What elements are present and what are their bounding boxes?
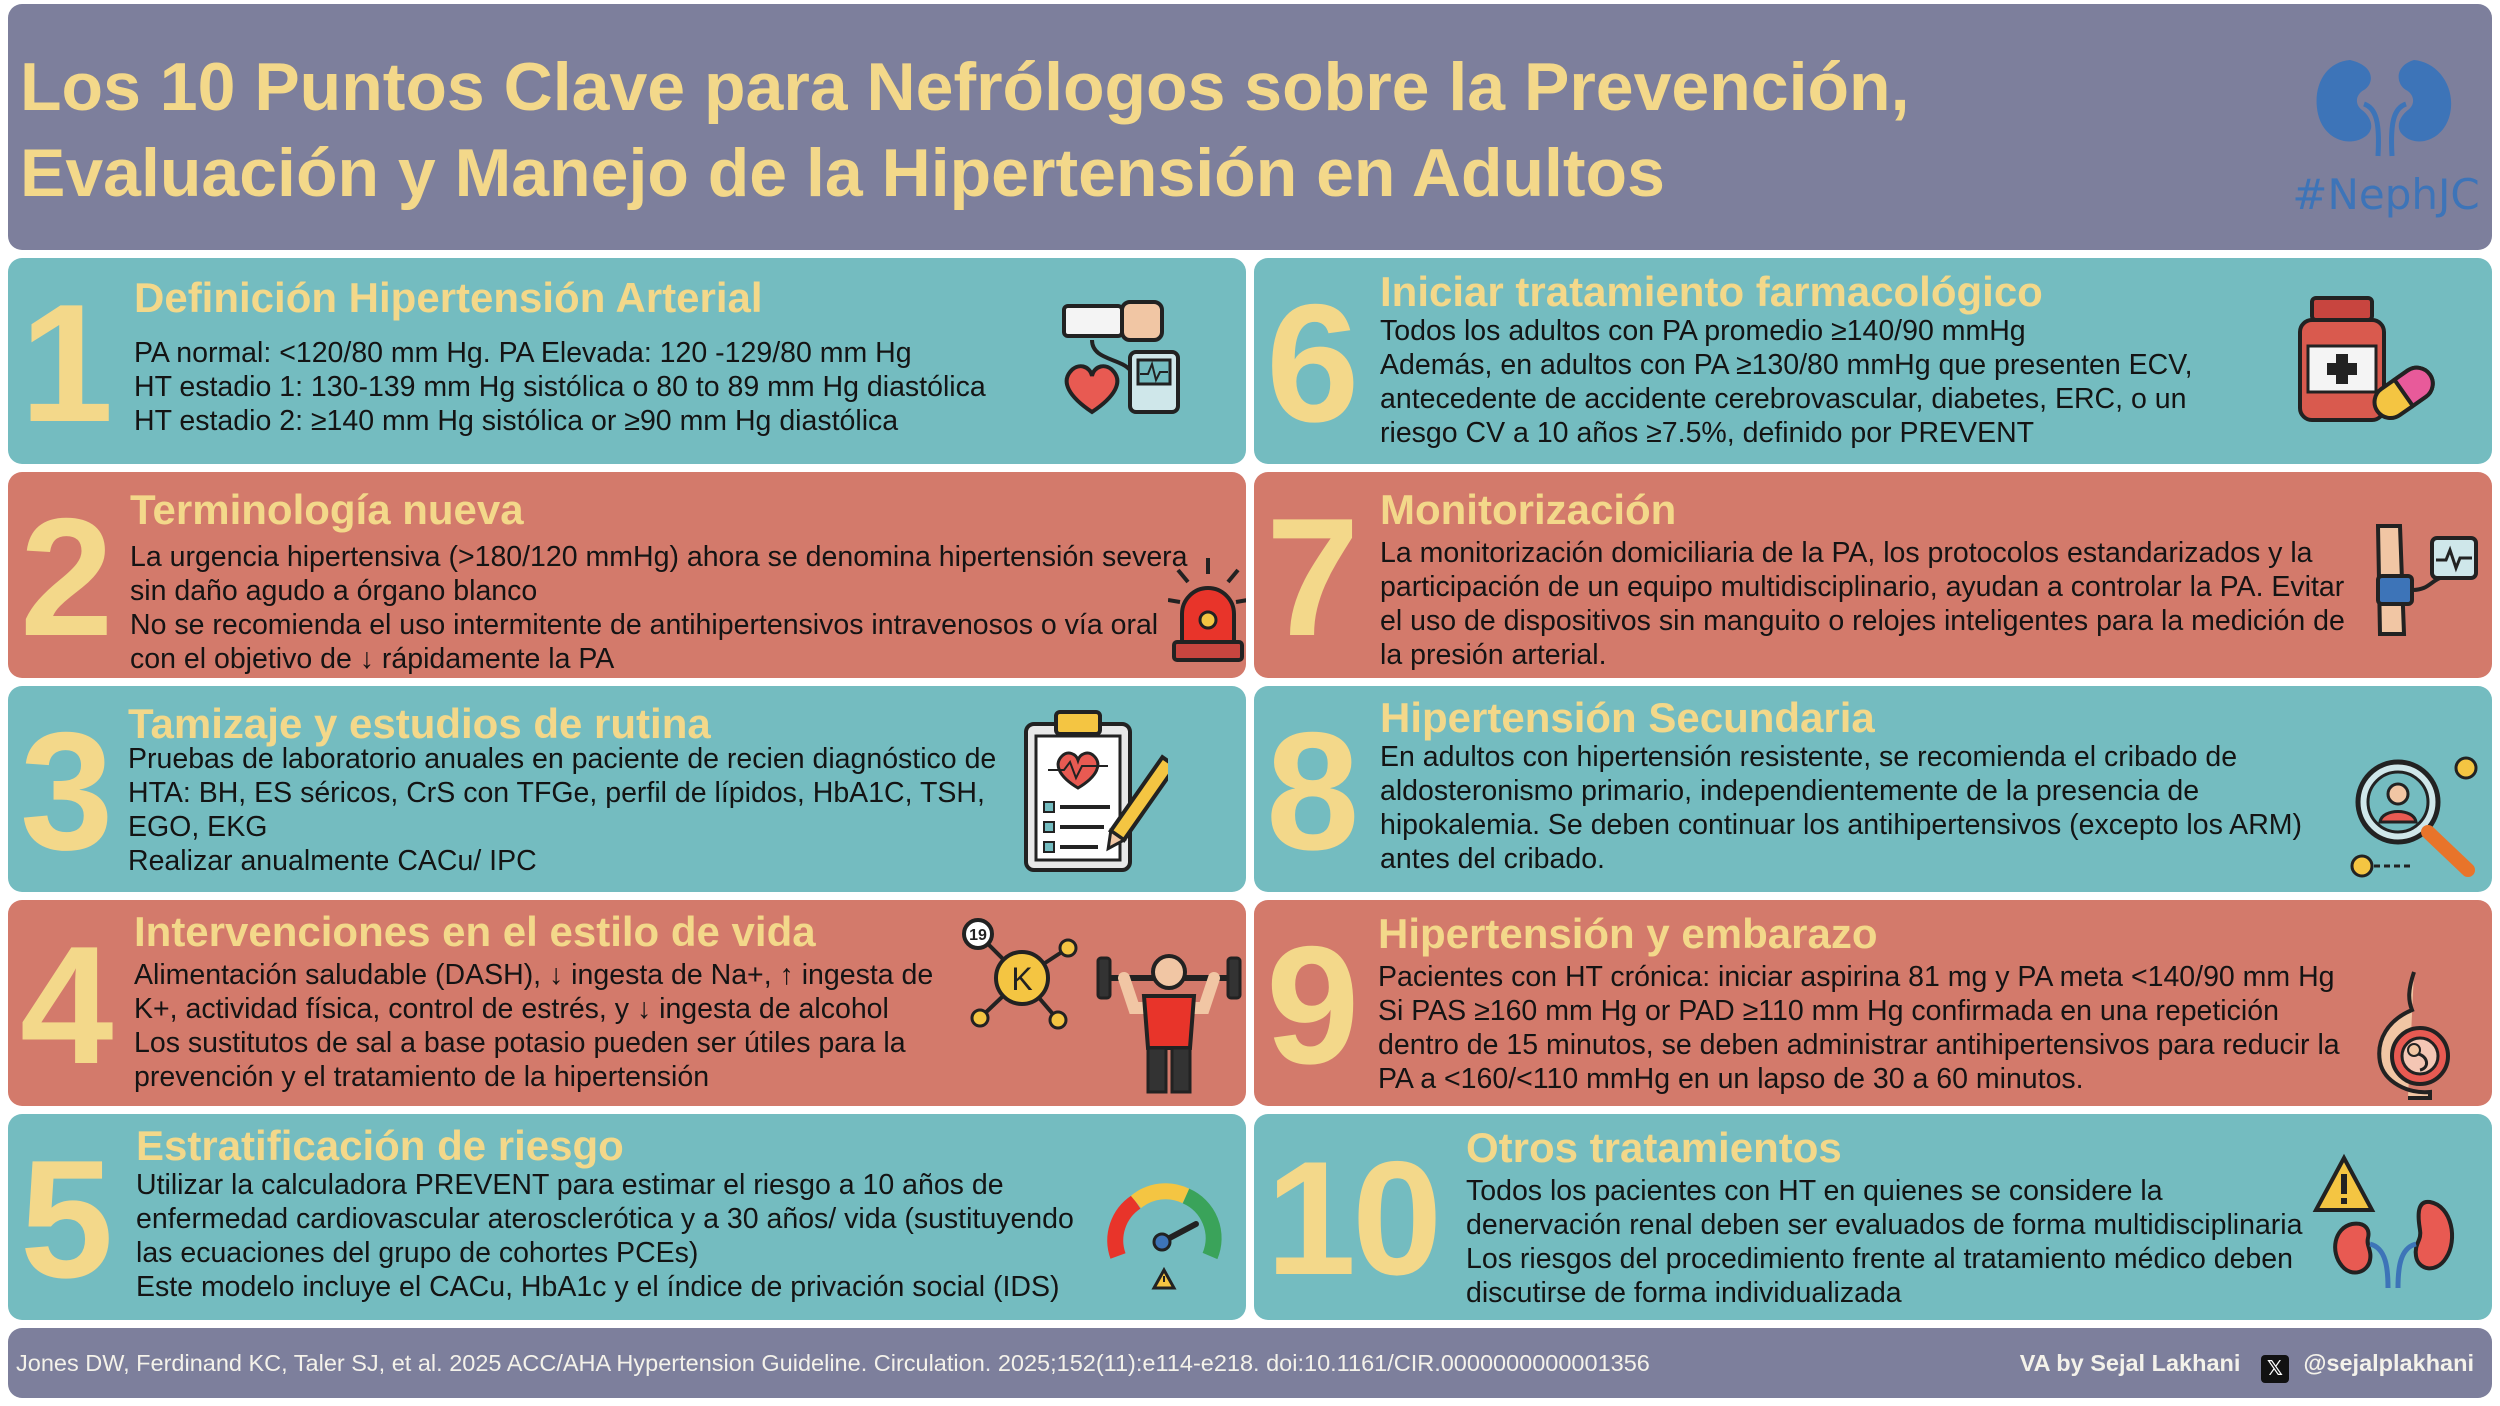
point-number: 9 [1266,911,1360,1099]
point-number: 8 [1266,697,1360,885]
weightlifter-icon [1094,948,1244,1098]
point-title: Estratificación de riesgo [136,1122,624,1169]
point-4-panel [8,900,1246,1106]
atom-symbol-label: K [1011,961,1033,997]
point-title: Tamizaje y estudios de rutina [128,700,711,747]
point-9-panel [1254,900,2492,1106]
point-body: Utilizar la calculadora PREVENT para estimar el riesgo a 10 años de enfermedad cardiovascular aterosclerótica y a 30 años/ vida (sustituyendo las ecuaciones del grupo de cohortes PCEs) Este modelo incluye el CACu, HbA1c y el índice de privación social (IDS) [136,1169,1074,1303]
point-5-panel [8,1114,1246,1320]
clipboard-heart-icon [1018,706,1168,876]
point-body: Pacientes con HT crónica: iniciar aspirina 81 mg y PA meta <140/90 mm Hg Si PAS ≥160 mm Hg or PAD ≥110 mm Hg confirmada en una repetición dentro de 15 minutos, se deben administrar antihipertensivos para reducir la PA a <160/<110 mmHg en un lapso de 30 a 60 minutos. [1378,961,2340,1095]
point-7-panel [1254,472,2492,678]
alarm-siren-icon [1168,556,1246,666]
kidney-warning-icon [2312,1148,2462,1288]
arm-cuff-monitor-icon [2370,522,2480,642]
point-title: Hipertensión Secundaria [1380,694,1875,741]
medicine-bottle-pill-icon [2290,294,2440,434]
kidney-logo-icon [2310,52,2460,162]
point-1-panel [8,258,1246,464]
point-body: PA normal: <120/80 mm Hg. PA Elevada: 120 -129/80 mm Hg HT estadio 1: 130-139 mm Hg sistólica o 80 to 89 mm Hg diastólica HT estadio 2: ≥140 mm Hg sistólica or ≥90 mm Hg diastólica [134,337,986,437]
bp-monitor-heart-icon [1060,300,1190,420]
pregnancy-icon [2368,970,2478,1100]
point-title: Terminología nueva [130,486,524,533]
point-title: Iniciar tratamiento farmacológico [1380,268,2043,315]
point-body: Alimentación saludable (DASH), ↓ ingesta de Na+, ↑ ingesta de K+, actividad física, control de estrés, y ↓ ingesta de alcohol Los sustitutos de sal a base potasio pueden ser útiles para la prevención y el tratamiento de la hipertensión [134,959,934,1093]
point-body: Todos los pacientes con HT en quienes se considere la denervación renal deben ser evaluados de forma multidisciplinaria Los riesgos del procedimiento frente al tratamiento médico deben discutirse de forma individualizada [1466,1175,2303,1309]
point-number: 4 [20,911,114,1099]
point-title: Definición Hipertensión Arterial [134,274,763,321]
point-number: 6 [1266,269,1360,457]
potassium-molecule-icon [960,914,1080,1034]
point-number: 2 [20,483,114,671]
point-6-panel [1254,258,2492,464]
citation-text: Jones DW, Ferdinand KC, Taler SJ, et al. 2025 ACC/AHA Hypertension Guideline. Circulation. 2025;152(11):e114-e218. doi:10.1161/CIR.0000000000001356 [16,1350,1650,1376]
point-body: La urgencia hipertensiva (>180/120 mmHg) ahora se denomina hipertensión severa sin daño agudo a órgano blanco No se recomienda el uso intermitente de antihipertensivos intravenosos o vía oral con el objetivo de ↓ rápidamente la PA [130,541,1188,675]
footer-bar [8,1328,2492,1398]
point-title: Hipertensión y embarazo [1378,910,1878,957]
point-2-panel [8,472,1246,678]
x-logo-icon: 𝕏 [2261,1355,2289,1383]
point-title: Otros tratamientos [1466,1124,1842,1171]
page-title: Los 10 Puntos Clave para Nefrólogos sobre la Prevención, Evaluación y Manejo de la Hipertensión en Adultos [20,49,1910,211]
point-8-panel [1254,686,2492,892]
atom-number-label: 19 [969,927,987,944]
point-10-panel [1254,1114,2492,1320]
author-credit [2020,1348,2474,1383]
point-number: 3 [20,697,114,885]
point-number: 7 [1266,483,1360,671]
header-banner [8,4,2492,250]
risk-gauge-icon [1104,1176,1224,1296]
nephjc-logo [2286,52,2486,232]
point-body: La monitorización domiciliaria de la PA, los protocolos estandarizados y la participación de un equipo multidisciplinario, ayudan a controlar la PA. Evitar el uso de dispositivos sin manguito o relojes inteligentes para la medición de la presión arterial. [1380,537,2345,671]
nephjc-logo-text: #NephJC [2292,170,2480,219]
point-number: 5 [20,1125,114,1313]
point-3-panel [8,686,1246,892]
point-body: Pruebas de laboratorio anuales en paciente de recien diagnóstico de HTA: BH, ES séricos, CrS con TFGe, perfil de lípidos, HbA1C, TSH, EGO, EKG Realizar anualmente CACu/ IPC [128,743,997,877]
point-number: 1 [20,269,114,457]
point-title: Intervenciones en el estilo de vida [134,908,816,955]
credit-text: VA by Sejal Lakhani [2019,1350,2241,1376]
search-person-icon [2348,752,2488,882]
point-title: Monitorización [1380,486,1677,533]
point-body: En adultos con hipertensión resistente, se recomienda el cribado de aldosteronismo primario, independientemente de la presencia de hipokalemia. Se deben continuar los antihipertensivos (excepto los ARM) antes del cribado. [1380,741,2303,875]
point-body: Todos los adultos con PA promedio ≥140/90 mmHg Además, en adultos con PA ≥130/80 mmHg que presenten ECV, antecedente de accidente cerebrovascular, diabetes, ERC, o un riesgo CV a 10 años ≥7.5%, definido por PREVENT [1380,315,2193,449]
point-number: 10 [1266,1128,1439,1309]
x-handle: @sejalplakhani [2303,1350,2474,1376]
